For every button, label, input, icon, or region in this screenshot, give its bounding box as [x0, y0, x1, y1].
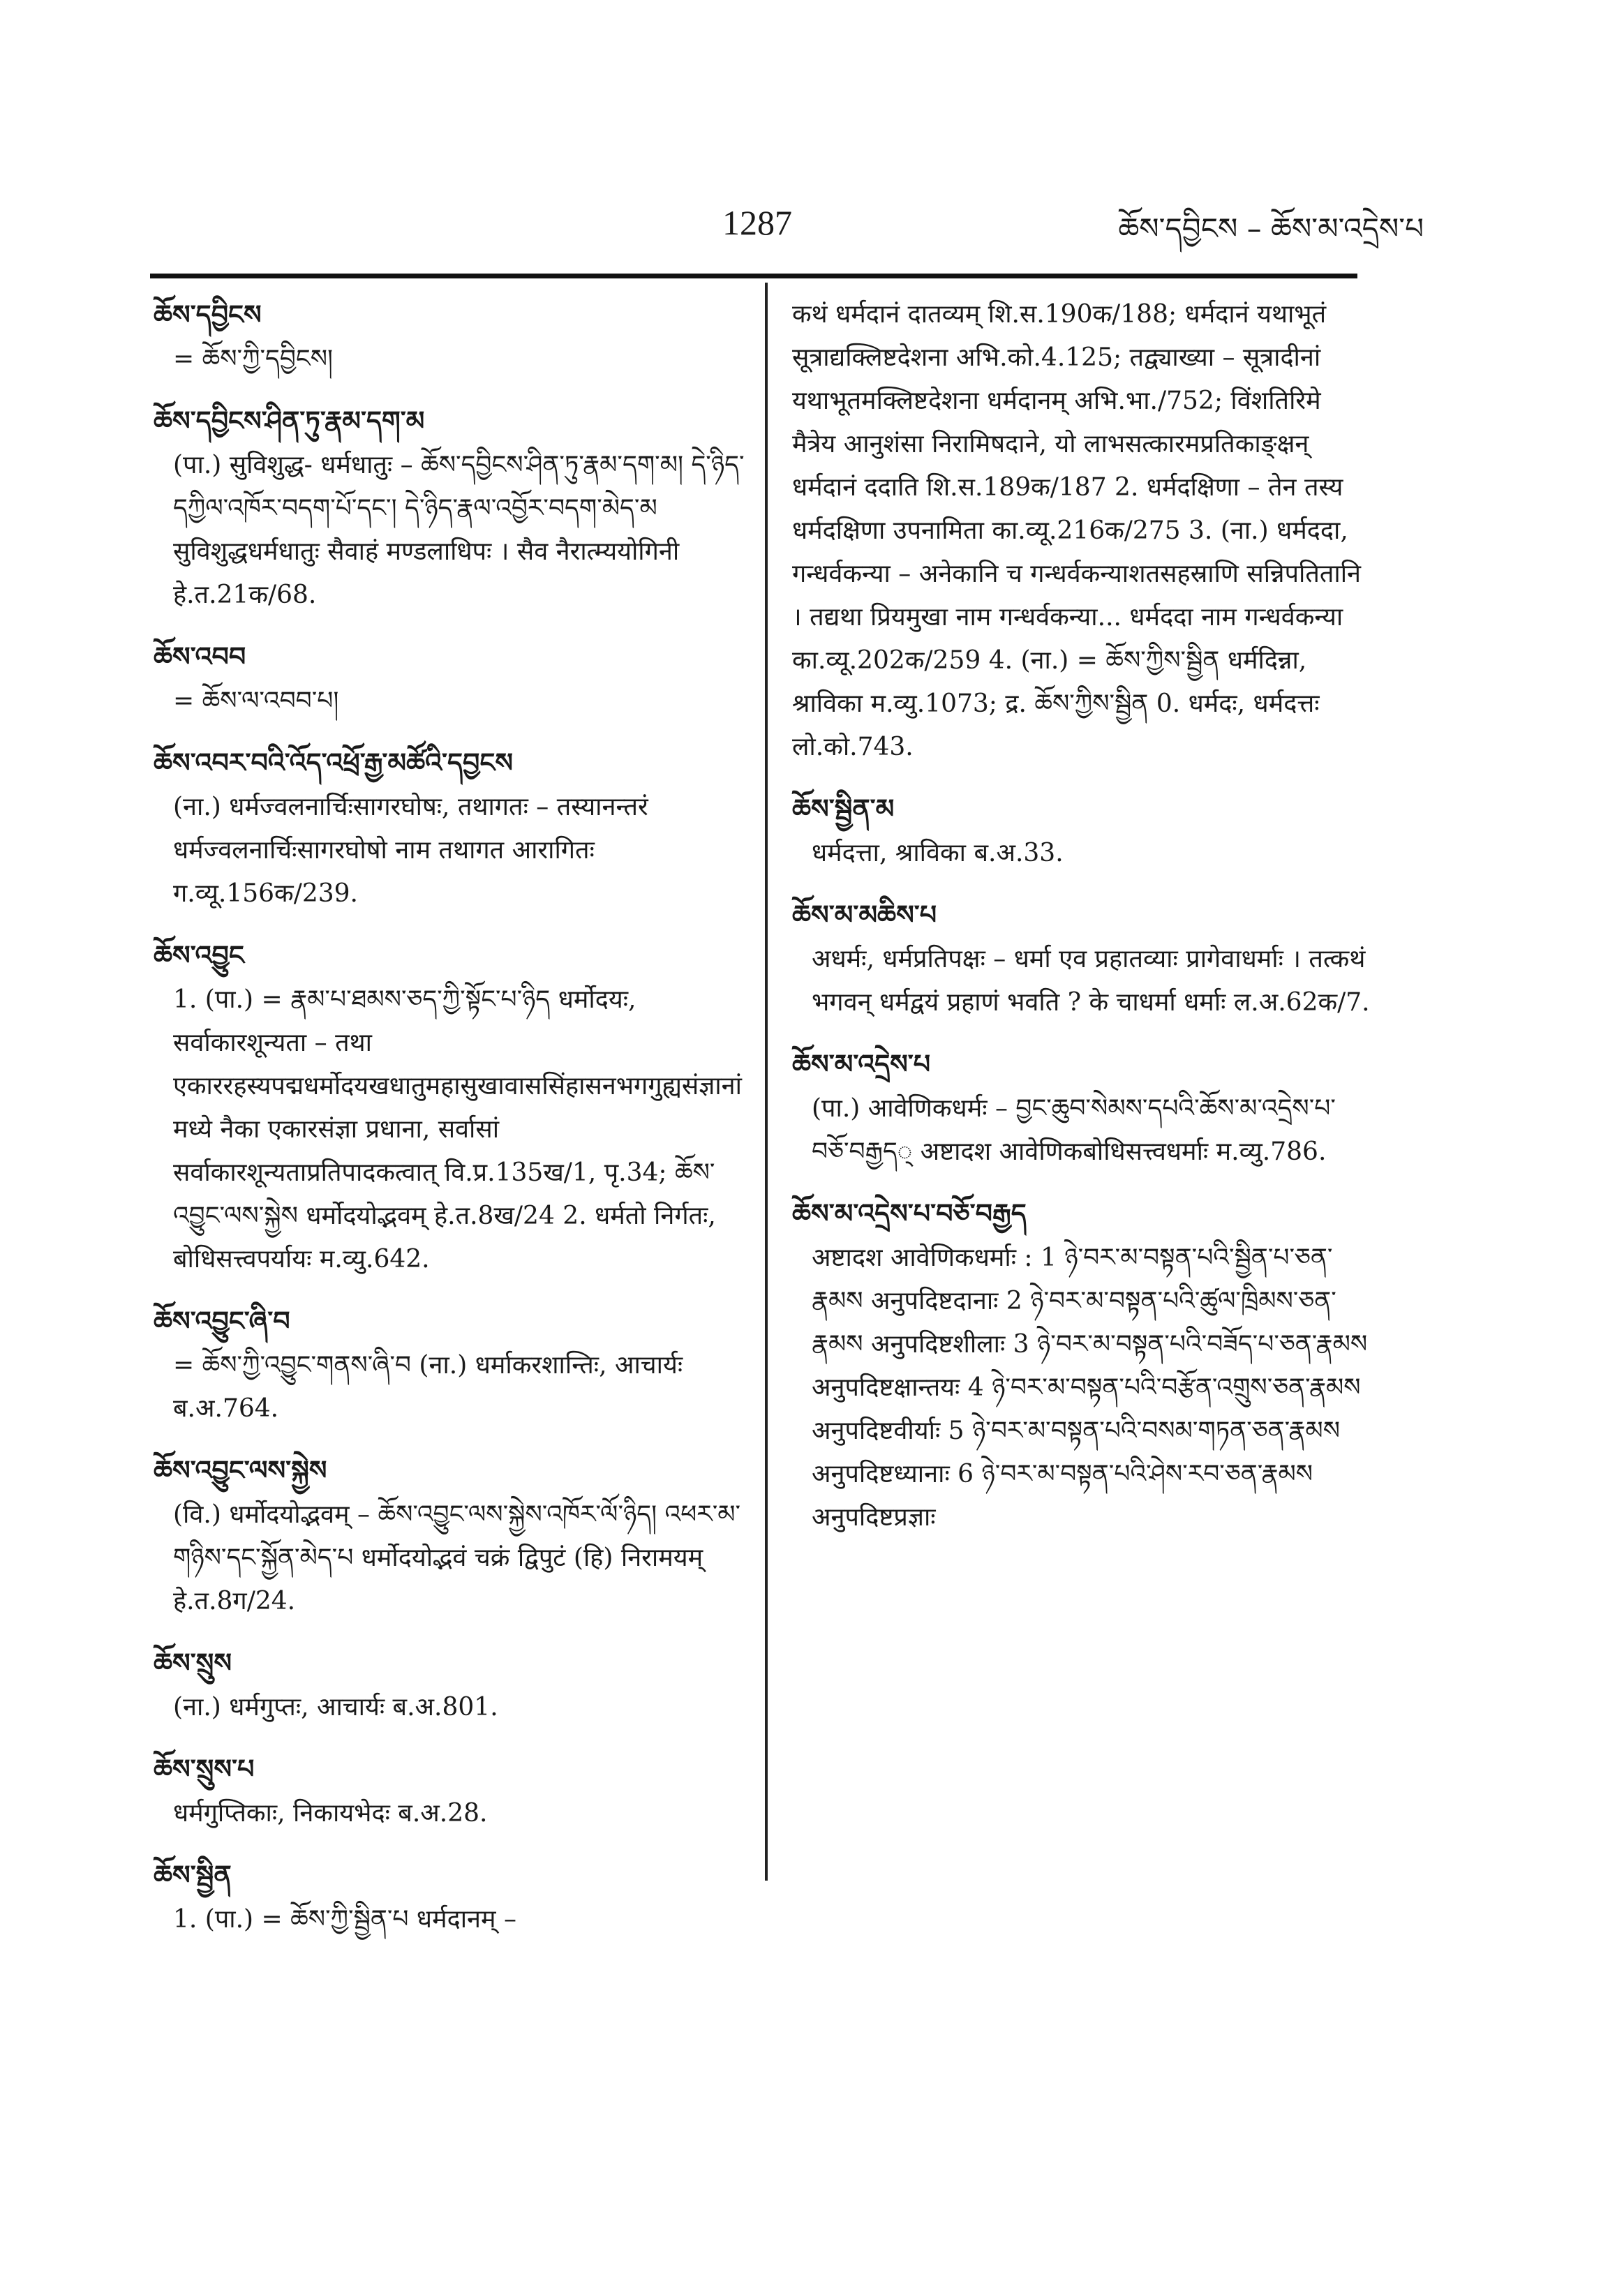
entry-continuation — [792, 293, 1371, 769]
entry-headword: ཆོས་སྲུས་པ — [154, 1754, 255, 1784]
entry-headword: ཆོས་སྦྱིན — [154, 1860, 232, 1890]
entry-body: 1. (पा.) = རྣམ་པ་ཐམས་ཅད་ཀྱི་སྟོང་པ་ཉིད धर्मोदयः, सर्वाकारशून्यता – तथा एकाररहस्यपद्मधर्मोदयखधातुमहासुखावाससिंहासनभगगुह्यसंज्ञानां मध्ये नैका एकारसंज्ञा प्रधाना, सर्वासां सर्वाकारशून्यताप्रतिपादकत्वात् वि.प्र.135ख/1, पृ.34; ཆོས་འབྱུང་ལས་སྐྱེས धर्मोदयोद्भवम् हे.त.8ख/24 2. धर्मतो निर्गतः, बोधिसत्त्वपर्यायः म.व्यु.642. — [173, 985, 742, 1274]
continued-text: कथं धर्मदानं दातव्यम् शि.स.190क/188; धर्मदानं यथाभूतं सूत्राद्यक्लिष्टदेशना अभि.को.4.125; तद्व्याख्या – सूत्रादीनां यथाभूतमक्लिष्टदेशना धर्मदानम् अभि.भा./752; विंशतिरिमे मैत्रेय आनुशंसा निरामिषदाने, यो लाभसत्कारमप्रतिकाङ्क्षन् धर्मदानं ददाति शि.स.189क/187 2. धर्मदक्षिणा – तेन तस्य धर्मदक्षिणा उपनामिता का.व्यू.216क/275 3. (ना.) धर्मददा, गन्धर्वकन्या – अनेकानि च गन्धर्वकन्याशतसहस्राणि सन्निपतितानि । तद्यथा प्रियमुखा नाम गन्धर्वकन्या... धर्मददा नाम गन्धर्वकन्या का.व्यू.202क/259 4. (ना.) = ཆོས་ཀྱིས་སྦྱིན धर्मदिन्ना, श्राविका म.व्यु.1073; द्र. ཆོས་ཀྱིས་སྦྱིན 0. धर्मदः, धर्मदत्तः लो.को.743. — [792, 300, 1362, 761]
entry-headword: ཆོས་འབྱུང — [154, 940, 244, 971]
entry-headword: ཆོས་འབབ — [154, 641, 246, 672]
entry-body: = ཆོས་ཀྱི་འབྱུང་གནས་ཞི་བ (ना.) धर्माकरशान्तिः, आचार्यः ब.अ.764. — [173, 1351, 683, 1423]
header-rule — [150, 274, 1357, 278]
dictionary-entry — [154, 934, 747, 1281]
dictionary-entry — [792, 787, 1371, 875]
entry-body: = ཆོས་ལ་འབབ་པ། — [173, 687, 339, 715]
entry-body: धर्मगुप्तिकाः, निकायभेदः ब.अ.28. — [173, 1799, 488, 1828]
entry-headword: ཆོས་མ་འདྲེས་པ — [792, 1049, 931, 1080]
left-column — [154, 293, 747, 1959]
dictionary-entry — [792, 1192, 1371, 1539]
right-column — [792, 293, 1371, 1558]
entry-body: = ཆོས་ཀྱི་དབྱིངས། — [173, 345, 333, 373]
entry-body: (ना.) धर्मगुप्तः, आचार्यः ब.अ.801. — [173, 1693, 498, 1722]
dictionary-entry — [792, 893, 1371, 1024]
entry-body: (वि.) धर्मोदयोद्भवम् – ཆོས་འབྱུང་ལས་སྐྱེས་འཁོར་ལོ་ཉིད། འཕར་མ་གཉིས་དང་སྐྱོན་མེད་པ धर्मोदयोद्भवं चक्रं द्विपुटं (हि) निरामयम् हे.त.8ग/24. — [173, 1500, 741, 1615]
dictionary-entry — [154, 1299, 747, 1431]
entry-headword: ཆོས་སྦྱིན་མ — [792, 793, 895, 824]
entry-body: अधर्मः, धर्मप्रतिपक्षः – धर्मा एव प्रहातव्याः प्रागेवाधर्माः । तत्कथं भगवन् धर्मद्वयं प्रहाणं भवति ? के चाधर्मा धर्माः ल.अ.62क/7. — [812, 945, 1370, 1017]
dictionary-entry — [154, 399, 747, 617]
entry-headword: ཆོས་འབྱུང་ཞི་བ — [154, 1306, 290, 1336]
entry-headword: ཆོས་མ་མཆིས་པ — [792, 899, 937, 930]
dictionary-entry — [154, 1747, 747, 1835]
dictionary-entry — [154, 1641, 747, 1729]
entry-body: (पा.) सुविशुद्ध- धर्मधातुः – ཆོས་དབྱིངས་ཤིན་ཏུ་རྣམ་དག་མ། དེ་ཉིད་དཀྱིལ་འཁོར་བདག་པོ་དང་། དེ་ཉིད་རྣལ་འབྱོར་བདག་མེད་མ सुविशुद्धधर्मधातुः सैवाहं मण्डलाधिपः । सैव नैरात्म्ययोगिनी हे.त.21क/68. — [173, 451, 745, 609]
dictionary-entry — [154, 1449, 747, 1623]
entry-headword: ཆོས་སྲུས — [154, 1648, 232, 1678]
entry-body: 1. (पा.) = ཆོས་ཀྱི་སྦྱིན་པ धर्मदानम् – — [173, 1905, 516, 1934]
page-header — [0, 195, 1624, 272]
dictionary-entry — [154, 1853, 747, 1941]
running-head: ཆོས་དབྱིངས – ཆོས་མ་འདྲེས་པ — [1118, 211, 1424, 246]
entry-body: अष्टादश आवेणिकधर्माः : 1 ཉེ་བར་མ་བསྟན་པའི་སྦྱིན་པ་ཅན་རྣམས अनुपदिष्टदानाः 2 ཉེ་བར་མ་བསྟན་པའི་ཚུལ་ཁྲིམས་ཅན་རྣམས अनुपदिष्टशीलाः 3 ཉེ་བར་མ་བསྟན་པའི་བཟོད་པ་ཅན་རྣམས अनुपदिष्टक्षान्तयः 4 ཉེ་བར་མ་བསྟན་པའི་བརྩོན་འགྲུས་ཅན་རྣམས अनुपदिष्टवीर्याः 5 ཉེ་བར་མ་བསྟན་པའི་བསམ་གཏན་ཅན་རྣམས अनुपदिष्टध्यानाः 6 ཉེ་བར་མ་བསྟན་པའི་ཤེས་རབ་ཅན་རྣམས अनुपदिष्टप्रज्ञाः — [812, 1244, 1368, 1532]
entry-body: धर्मदत्ता, श्राविका ब.अ.33. — [812, 839, 1064, 867]
dictionary-entry — [154, 635, 747, 723]
entry-headword: ཆོས་མ་འདྲེས་པ་བཅོ་བརྒྱད — [792, 1198, 1027, 1229]
entry-headword: ཆོས་འབྱུང་ལས་སྐྱེས — [154, 1455, 327, 1486]
dictionary-entry — [792, 1043, 1371, 1174]
entry-headword: ཆོས་འབར་བའི་འོད་འཕྲོ་རྒྱ་མཚོའི་དབྱངས — [154, 747, 513, 778]
dictionary-entry — [154, 293, 747, 381]
page-number: 1287 — [722, 203, 792, 242]
dictionary-entry — [154, 741, 747, 916]
entry-body: (पा.) आवेणिकधर्मः – བྱང་ཆུབ་སེམས་དཔའི་ཆོས་མ་འདྲེས་པ་བཅོ་བརྒྱད् अष्टादश आवेणिकबोधिसत्त्वधर्माः म.व्यु.786. — [812, 1094, 1336, 1166]
entry-body: (ना.) धर्मज्वलनार्चिःसागरघोषः, तथागतः – तस्यानन्तरं धर्मज्वलनार्चिःसागरघोषो नाम तथागत आरागितः ग.व्यू.156क/239. — [173, 793, 648, 908]
entry-headword: ཆོས་དབྱིངས་ཤིན་ཏུ་རྣམ་དག་མ — [154, 405, 425, 436]
entry-headword: ཆོས་དབྱིངས — [154, 299, 262, 330]
column-divider — [765, 283, 768, 1881]
